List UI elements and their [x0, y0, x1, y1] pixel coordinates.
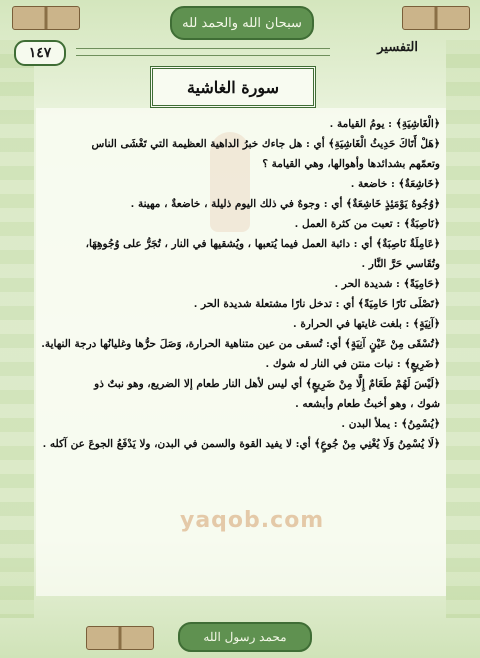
- text-line: ﴿هَلْ أَتَاكَ حَدِيثُ الْغَاشِيَةِ﴾ أي : هل جاءك خبرُ الداهية العظيمة التي تَغْشَى الناس: [91, 138, 440, 150]
- right-ornament-border: [446, 40, 480, 618]
- text-line: ﴿نَاصِبَةٌ﴾ : تعبت من كثرة العمل .: [294, 218, 440, 230]
- text-line: ﴿لَا يُسْمِنُ وَلَا يُغْنِي مِنْ جُوعٍ﴾ أي: لا يفيد القوة والسمن في البدن، ولا يَدْفَعُ الجوعَ عن آكله .: [42, 438, 440, 450]
- text-line: ﴿آنِيَةٍ﴾ : بلغت غايتها في الحرارة .: [293, 318, 440, 330]
- surah-title: سورة الغاشية: [150, 66, 316, 108]
- tafsir-text: [40, 114, 440, 454]
- text-line: شوك ، وهو أخبثُ طعام وأبشعه .: [295, 398, 440, 410]
- text-line: ﴿حَامِيَةً﴾ : شديدة الحر .: [334, 278, 440, 290]
- text-line: ﴿لَيْسَ لَهُمْ طَعَامٌ إِلَّا مِنْ ضَرِيعٍ﴾ أي ليس لأهل النار طعام إلا الضريع، وهو نبتٌ ذو: [94, 378, 440, 390]
- top-calligraphy-banner: سبحان الله والحمد لله: [170, 6, 314, 40]
- bottom-calligraphy-banner: محمد رسول الله: [178, 622, 312, 652]
- header-divider: [76, 48, 330, 56]
- open-book-icon: [402, 6, 470, 30]
- open-book-icon: [86, 626, 154, 650]
- text-line: وتُقَاسي حَرَّ النَّار .: [361, 258, 440, 270]
- page-number: ١٤٧: [14, 40, 66, 66]
- text-line: ﴿عَامِلَةٌ نَاصِبَةٌ﴾ أي : دائبة العمل فيما يُتعبها ، ويُشقيها في النار ، تُجَرُّ على وُجُوهِهَا،: [85, 238, 440, 250]
- left-ornament-border: [0, 40, 34, 618]
- text-line: ﴿يُسْمِنُ﴾ : يملأ البدن .: [341, 418, 440, 430]
- text-line: ﴿وُجُوهٌ يَوْمَئِذٍ خَاشِعَةٌ﴾ أي : وجوهٌ في ذلك اليوم ذليلة ، خاضعةٌ ، مهينة .: [130, 198, 440, 210]
- section-title: التفسير: [377, 40, 418, 55]
- text-line: ﴿تَصْلَى نَارًا حَامِيَةً﴾ أي : تدخل نارًا مشتعلة شديدة الحر .: [193, 298, 440, 310]
- text-line: ﴿تُسْقَى مِنْ عَيْنٍ آنِيَةٍ﴾ أي: تُسقى من عين متناهية الحرارة، وَصَلَ حرُّها وغليانُها درجة النهاية.: [41, 338, 440, 350]
- text-line: ﴿خَاشِعَةٌ﴾ : خاضعة .: [350, 178, 440, 190]
- text-line: ﴿ضَرِيعٍ﴾ : نبات منتن في النار له شوك .: [265, 358, 440, 370]
- site-watermark: yaqob.com: [180, 508, 325, 533]
- text-line: ﴿الْغَاشِيَةِ﴾ : يومُ القيامة .: [329, 118, 440, 130]
- open-book-icon: [12, 6, 80, 30]
- text-line: وتعمّهم بشدائدها وأهوالها، وهي القيامة ؟: [262, 158, 440, 170]
